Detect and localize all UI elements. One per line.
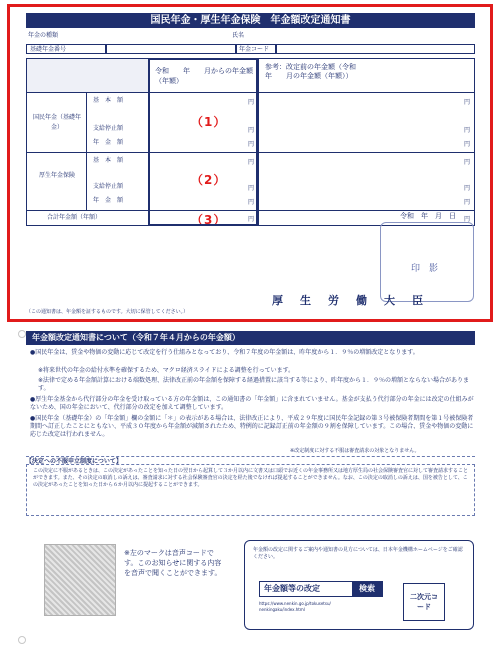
info-text: 年金額の改定に関するご案内や通知書の見方については、日本年金機構ホームページをご確認ください。 <box>253 547 463 560</box>
yen-unit: 円 <box>463 159 470 166</box>
col2-header-cell <box>259 59 474 93</box>
table-corner <box>27 59 149 93</box>
basic-pension-number-label: 基礎年金番号 <box>30 46 67 53</box>
row-basic-label: 基 本 額 <box>93 97 124 104</box>
notice-title: 国民年金・厚生年金保険 年金額改定通知書 <box>26 13 475 28</box>
pension-code-label: 年金コード <box>239 46 270 53</box>
current-amount-column-frame <box>148 58 258 226</box>
appeal-title: 【決定への不服申立制度について】 <box>26 458 122 465</box>
yen-unit: 円 <box>247 216 254 223</box>
voice-code-caption: ※左のマークは音声コードです。このお知らせに関する内容を音声で聞くことができます。 <box>124 549 222 577</box>
url-line-2[interactable]: nenkingaku/index.html <box>259 607 305 612</box>
name-label: 氏名 <box>232 32 245 39</box>
row-basic-label: 基 本 額 <box>93 157 124 164</box>
appeal-note: ※改定制度に対する不服は審査請求の対象となりません。 <box>290 448 420 454</box>
issuer-name: 厚 生 労 働 大 臣 <box>272 294 426 307</box>
yen-unit: 円 <box>247 199 254 206</box>
paragraph-pension-fund: ●厚生年金基金から代行部分の年金を受け取っている方の年金額は、この通知書の「年金額」に含まれていません。基金が支払う代行部分の年金には改定の仕組みがないため、国の年金において、代行部分の改定を加えて調整しています。 <box>30 396 474 411</box>
group1-row-labels <box>87 93 149 153</box>
qr-code-label: 二次元コード <box>410 593 438 611</box>
paragraph-macro-slide: ※将来世代の年金の給付水準を確保するため、マクロ経済スライドによる調整を行っています。 <box>38 367 295 374</box>
total-label: 合計年金額（年額） <box>47 214 102 221</box>
marker-3: （3） <box>191 213 227 227</box>
yen-unit: 円 <box>463 216 470 223</box>
url-line-1[interactable]: https://www.nenkin.go.jp/tokusetsu/ <box>259 601 331 606</box>
total-label-cell <box>27 211 149 225</box>
row-suspension-label: 支給停止額 <box>93 125 124 132</box>
group2-label: 厚生年金保険 <box>38 172 75 179</box>
yen-unit: 円 <box>247 141 254 148</box>
seal-label: 印 影 <box>411 264 439 274</box>
yen-unit: 円 <box>247 127 254 134</box>
row-suspension-label: 支給停止額 <box>93 183 124 190</box>
group1-label-cell <box>27 93 87 153</box>
search-keyword: 年金額等の改定 <box>264 584 320 593</box>
punch-hole <box>18 330 26 338</box>
keep-note: （この通知書は、年金額を証するものです。大切に保管してください。） <box>26 309 189 315</box>
search-box[interactable] <box>259 581 383 597</box>
group1-label: 国民年金（基礎年金） <box>33 114 82 131</box>
issue-date: 令和 年 月 日 <box>400 212 456 220</box>
yen-unit: 円 <box>247 99 254 106</box>
paragraph-asterisk: ●国民年金（基礎年金）の「年金額」欄の金額に「＊」の表示がある場合は、法律改正により、平成２９年度に国民年金記録の第３号被保険者期間を第１号被保険者期間へ訂正したことにともない、平成３０年度から年金額が減額されたため、特例的に記録訂正前の年金額の９割を保障しています。この場合、賃金や物価の変動に応じた改定は行われません。 <box>30 415 474 438</box>
yen-unit: 円 <box>463 127 470 134</box>
col1-header: 令和 年 月からの年金額（年額） <box>155 67 253 85</box>
group2-previous-cell <box>259 153 474 211</box>
appeal-box <box>26 464 475 516</box>
marker-2: （2） <box>191 173 227 187</box>
pension-code-cell <box>236 44 276 54</box>
paragraph-rounding: ※法律で定める年金額計算における端数処理、法律改正前の年金額を保障する経過措置に該当する等により、昨年度から１．９％の増額とならない場合があります。 <box>38 377 470 392</box>
pension-code-value <box>276 44 475 54</box>
yen-unit: 円 <box>463 199 470 206</box>
pension-type-label: 年金の種類 <box>28 32 59 39</box>
yen-unit: 円 <box>463 141 470 148</box>
qr-code-box <box>403 583 445 621</box>
info-box <box>244 540 474 630</box>
search-button[interactable]: 検索 <box>352 582 382 596</box>
yen-unit: 円 <box>463 99 470 106</box>
seal-box <box>380 222 474 302</box>
punch-hole <box>18 636 26 644</box>
group2-row-labels <box>87 153 149 211</box>
voice-code-image <box>44 544 116 616</box>
appeal-text: この決定に不服があるときは、この決定があったことを知った日の翌日から起算して３か月以内に文書又は口頭でお近くの年金事務所又は地方厚生局の社会保険審査官に対して審査請求することができます。また、その決定の取消しの訴えは、審査請求に対する社会保険審査官の決定を経た後でなければ提起することができません。なお、この決定の取消しの訴えは、国を被告として、この決定があったことを知った日から６か月以内に提起することができます。 <box>33 468 468 488</box>
group2-label-cell <box>27 153 87 211</box>
basic-pension-number-value <box>106 44 236 54</box>
col2-header: 参考：改定前の年金額（令和 年 月の年金額（年額）） <box>265 63 370 80</box>
yen-unit: 円 <box>463 185 470 192</box>
row-amount-label: 年 金 額 <box>93 139 124 146</box>
yen-unit: 円 <box>247 185 254 192</box>
paragraph-increase: ●国民年金は、賃金や物価の変動に応じて改定を行う仕組みとなっており、令和７年度の年金額は、昨年度から１．９％の増額改定となります。 <box>30 349 419 356</box>
marker-1: （1） <box>191 115 227 129</box>
yen-unit: 円 <box>247 159 254 166</box>
basic-pension-number-cell <box>26 44 106 54</box>
section-title: 年金額改定通知書について（令和７年４月からの年金額） <box>26 331 475 345</box>
row-amount-label: 年 金 額 <box>93 197 124 204</box>
group1-previous-cell <box>259 93 474 153</box>
